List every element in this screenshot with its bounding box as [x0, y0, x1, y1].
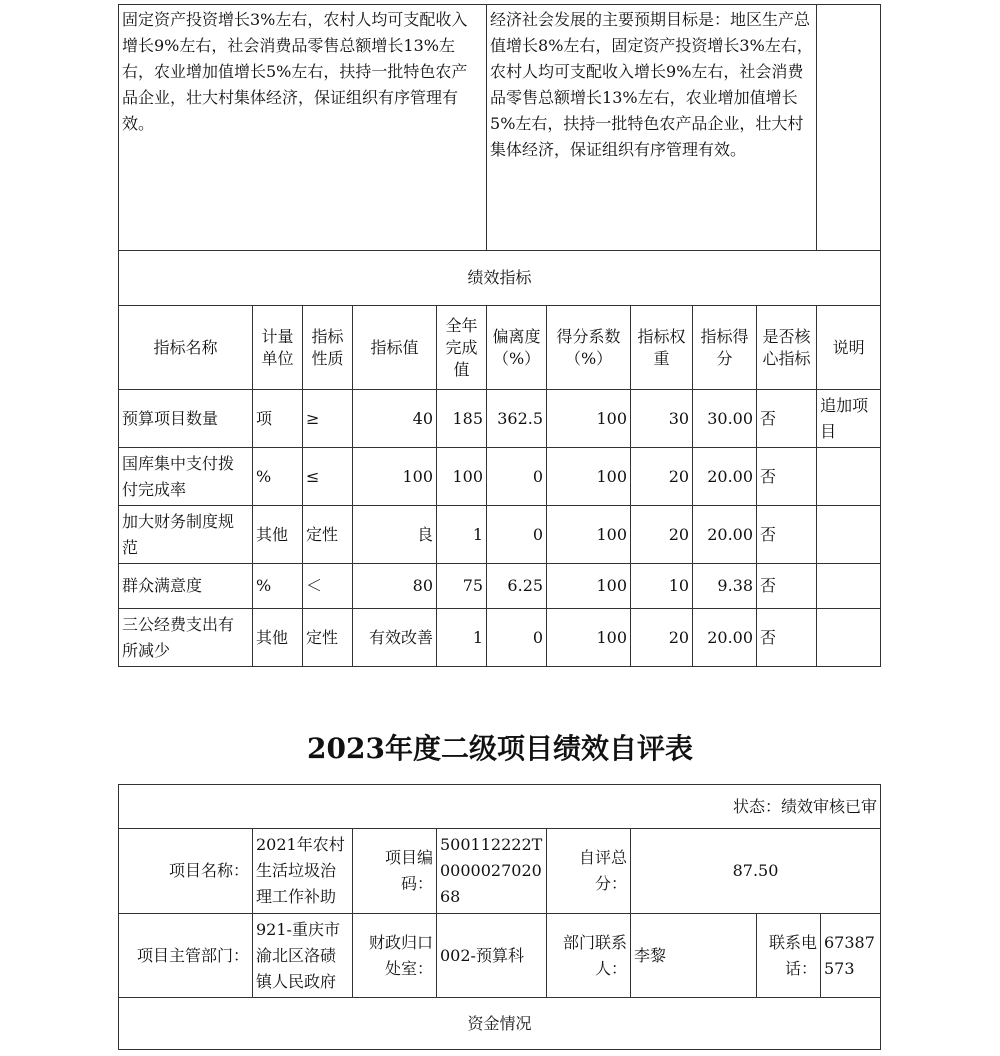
- indicator-weight: 20: [631, 448, 693, 506]
- indicator-deviation: 6.25: [487, 564, 547, 609]
- header-cell: 指标得分: [693, 306, 757, 390]
- indicator-nature: ≥: [303, 390, 353, 448]
- indicator-note: [817, 448, 881, 506]
- indicator-unit: 其他: [253, 609, 303, 667]
- indicator-score: 9.38: [693, 564, 757, 609]
- page-title: 2023年度二级项目绩效自评表: [307, 732, 693, 765]
- table-row: [119, 609, 881, 667]
- indicator-coefficient: 100: [547, 506, 631, 564]
- indicator-weight: 10: [631, 564, 693, 609]
- indicator-value: 40: [353, 390, 437, 448]
- dept-label: 项目主管部门：: [119, 914, 253, 998]
- indicator-weight: 30: [631, 390, 693, 448]
- indicator-name: 三公经费支出有所减少: [119, 609, 253, 667]
- indicator-nature: 定性: [303, 506, 353, 564]
- indicator-nature: ＜: [303, 564, 353, 609]
- project-info-table: [118, 784, 881, 1050]
- indicator-score: 20.00: [693, 448, 757, 506]
- indicator-coefficient: 100: [547, 448, 631, 506]
- indicator-done: 75: [437, 564, 487, 609]
- goal-left-cell: 固定资产投资增长3%左右，农村人均可支配收入增长9%左右，社会消费品零售总额增长13%左右，农业增加值增长5%左右，扶持一批特色农产品企业，壮大村集体经济，保证组织有序管理有效。: [119, 5, 487, 251]
- project-name-label: 项目名称：: [119, 829, 253, 914]
- header-cell: 偏离度（%）: [487, 306, 547, 390]
- contact-label: 部门联系人：: [547, 914, 631, 998]
- indicator-note: 追加项目: [817, 390, 881, 448]
- table-row: [119, 448, 881, 506]
- self-score-label: 自评总分：: [547, 829, 631, 914]
- phone-value: 67387573: [821, 914, 881, 998]
- indicator-unit: %: [253, 564, 303, 609]
- indicator-done: 100: [437, 448, 487, 506]
- indicator-deviation: 0: [487, 609, 547, 667]
- indicator-core: 否: [757, 448, 817, 506]
- goal-right-cell: 经济社会发展的主要预期目标是：地区生产总值增长8%左右，固定资产投资增长3%左右，农村人均可支配收入增长9%左右，社会消费品零售总额增长13%左右，农业增加值增长5%左右，扶持一批特色农产品企业，壮大村集体经济，保证组织有序管理有效。: [487, 5, 817, 251]
- header-cell: 指标名称: [119, 306, 253, 390]
- performance-indicator-table: [118, 4, 881, 667]
- indicator-note: [817, 609, 881, 667]
- section-label: 绩效指标: [119, 251, 881, 306]
- indicator-unit: 其他: [253, 506, 303, 564]
- indicator-score: 30.00: [693, 390, 757, 448]
- indicator-name: 群众满意度: [119, 564, 253, 609]
- indicator-note: [817, 564, 881, 609]
- contact-value: 李黎: [631, 914, 757, 998]
- header-cell: 得分系数（%）: [547, 306, 631, 390]
- indicator-done: 1: [437, 506, 487, 564]
- indicator-name: 预算项目数量: [119, 390, 253, 448]
- indicator-weight: 20: [631, 506, 693, 564]
- header-cell: 全年完成值: [437, 306, 487, 390]
- indicator-deviation: 362.5: [487, 390, 547, 448]
- status-badge: 状态：绩效审核已审: [119, 785, 881, 829]
- header-cell: 指标值: [353, 306, 437, 390]
- indicator-name: 国库集中支付拨付完成率: [119, 448, 253, 506]
- table-row: [119, 390, 881, 448]
- header-cell: 说明: [817, 306, 881, 390]
- table-row: [119, 506, 881, 564]
- finance-label: 财政归口处室：: [353, 914, 437, 998]
- indicator-done: 1: [437, 609, 487, 667]
- indicator-unit: 项: [253, 390, 303, 448]
- self-score-value: 87.50: [631, 829, 881, 914]
- table-header-row: [119, 306, 881, 390]
- indicator-core: 否: [757, 564, 817, 609]
- project-code-label: 项目编码：: [353, 829, 437, 914]
- finance-value: 002-预算科: [437, 914, 547, 998]
- indicator-nature: ≤: [303, 448, 353, 506]
- indicator-core: 否: [757, 609, 817, 667]
- indicator-core: 否: [757, 506, 817, 564]
- indicator-coefficient: 100: [547, 609, 631, 667]
- indicator-score: 20.00: [693, 609, 757, 667]
- header-cell: 指标权重: [631, 306, 693, 390]
- indicator-nature: 定性: [303, 609, 353, 667]
- dept-value: 921-重庆市渝北区洛碛镇人民政府: [253, 914, 353, 998]
- indicator-deviation: 0: [487, 448, 547, 506]
- indicator-deviation: 0: [487, 506, 547, 564]
- project-name-value: 2021年农村生活垃圾治理工作补助: [253, 829, 353, 914]
- indicator-score: 20.00: [693, 506, 757, 564]
- indicator-coefficient: 100: [547, 564, 631, 609]
- indicator-value: 良: [353, 506, 437, 564]
- indicator-note: [817, 506, 881, 564]
- indicator-coefficient: 100: [547, 390, 631, 448]
- table-row: [119, 564, 881, 609]
- header-cell: 是否核心指标: [757, 306, 817, 390]
- project-code-value: 500112222T000002702068: [437, 829, 547, 914]
- indicator-value: 有效改善: [353, 609, 437, 667]
- header-cell: 指标性质: [303, 306, 353, 390]
- indicator-core: 否: [757, 390, 817, 448]
- indicator-value: 100: [353, 448, 437, 506]
- goal-empty-cell: [817, 5, 881, 251]
- header-cell: 计量单位: [253, 306, 303, 390]
- phone-label: 联系电话：: [757, 914, 821, 998]
- indicator-unit: %: [253, 448, 303, 506]
- funds-section-label: 资金情况: [119, 998, 881, 1050]
- indicator-done: 185: [437, 390, 487, 448]
- indicator-name: 加大财务制度规范: [119, 506, 253, 564]
- indicator-weight: 20: [631, 609, 693, 667]
- indicator-value: 80: [353, 564, 437, 609]
